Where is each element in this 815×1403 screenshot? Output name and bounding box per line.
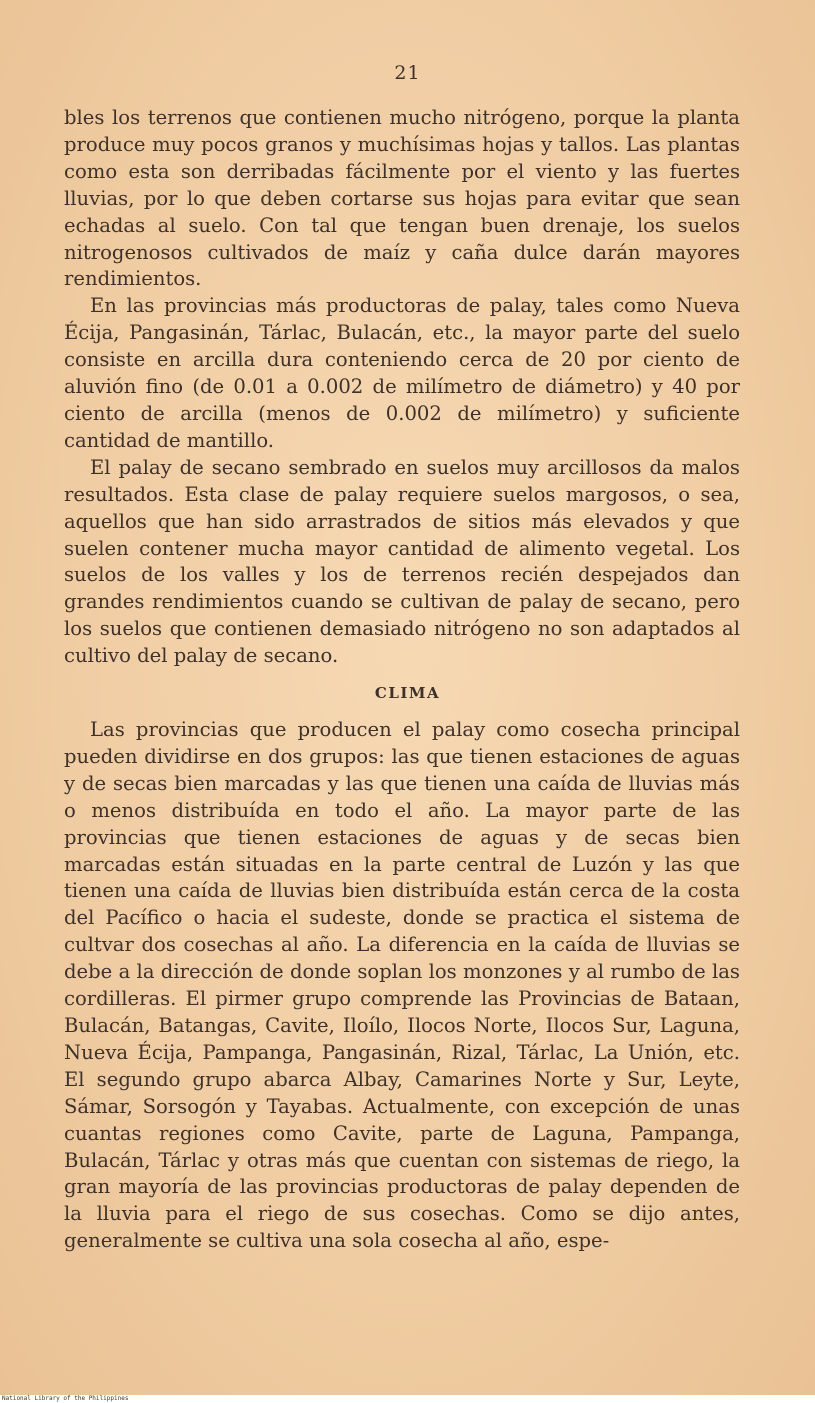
section-heading-clima: CLIMA <box>374 684 441 702</box>
footer-credit: National Library of the Philippines <box>2 1395 129 1402</box>
page-number: 21 <box>394 62 421 84</box>
paragraph-soil-provinces: En las provincias más productoras de palay, tales como Nueva Écija, Pangasinán, Tárlac, Bulacán, etc., la mayor parte del suelo consiste en arcilla dura conteniendo cerca de 20 por ciento de aluvión fino (de 0.01 a 0.002 de milímetro de diámetro) y 40 por ciento de arcilla (menos de 0.002 de milímetro) y suficiente cantidad de mantillo. <box>64 294 740 452</box>
paragraph-climate: Las provincias que producen el palay como cosecha principal pueden dividirse en dos grupos: las que tienen estaciones de aguas y de secas bien marcadas y las que tienen una caída de lluvias más o menos distribuída en todo el año. La mayor parte de las provincias que tienen estaciones de aguas y de secas bien marcadas están situadas en la parte central de Luzón y las que tienen una caída de lluvias bien distribuída están cerca de la costa del Pacífico o hacia el sudeste, donde se practica el sistema de cultvar dos cosechas al año. La diferencia en la caída de lluvias se debe a la dirección de donde soplan los monzones y al rumbo de las cordilleras. El pirmer grupo comprende las Provincias de Bataan, Bulacán, Batangas, Cavite, Iloílo, Ilocos Norte, Ilocos Sur, Laguna, Nueva Écija, Pampanga, Pangasinán, Rizal, Tárlac, La Unión, etc. El segundo grupo abarca Albay, Camarines Norte y Sur, Leyte, Sámar, Sorsogón y Tayabas. Actualmente, con excepción de unas cuantas regiones como Cavite, parte de Laguna, Pampanga, Bulacán, Tárlac y otras más que cuentan con sistemas de riego, la gran mayoría de las provincias productoras de palay dependen de la lluvia para el riego de sus cosechas. Como se dijo antes, generalmente se cultiva una sola cosecha al año, espe- <box>64 718 740 1253</box>
body-text-bottom <box>64 717 740 1255</box>
paragraph-upland-palay: El palay de secano sembrado en suelos muy arcillosos da malos resultados. Esta clase de palay requiere suelos margosos, o sea, aquellos que han sido arrastrados de sitios más elevados y que suelen contener mucha mayor cantidad de alimento vegetal. Los suelos de los valles y los de terrenos recién despejados dan grandes rendimientos cuando se cultivan de palay de secano, pero los suelos que contienen demasiado nitrógeno no son adaptados al cultivo del palay de secano. <box>64 455 740 668</box>
paragraph-continued: bles los terrenos que contienen mucho nitrógeno, porque la planta produce muy pocos granos y muchísimas hojas y tallos. Las plantas como esta son derribadas fácilmente por el viento y las fuertes lluvias, por lo que deben cortarse sus hojas para evitar que sean echadas al suelo. Con tal que tengan buen drenaje, los suelos nitrogenosos cultivados de maíz y caña dulce darán mayores rendimientos. <box>64 106 740 291</box>
body-text-top <box>64 105 740 670</box>
footer-strip <box>0 1395 815 1403</box>
